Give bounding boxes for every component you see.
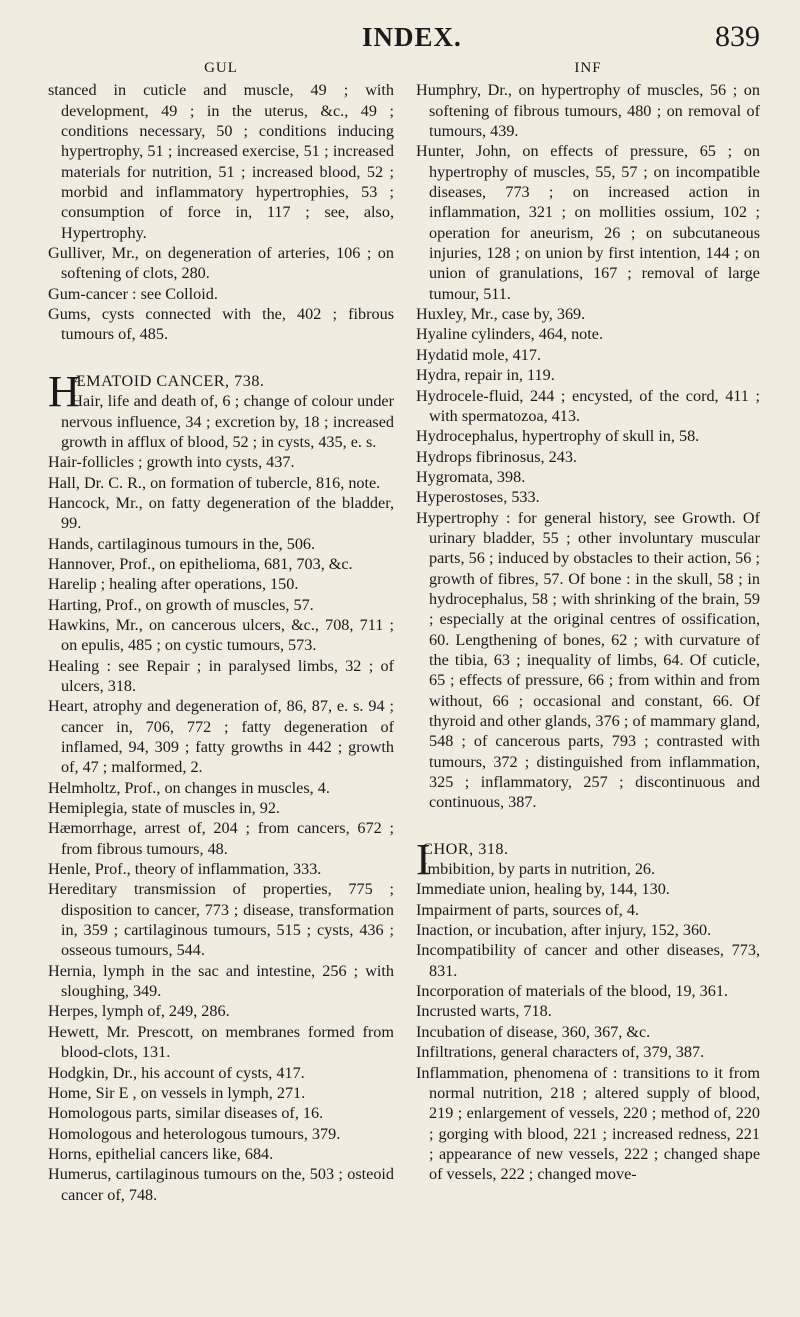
running-title: INDEX.	[362, 22, 462, 52]
index-entry: Harelip ; healing after operations, 150.	[48, 575, 299, 594]
index-entry: Humerus, cartilaginous tumours on the, 503 ; osteoid cancer of, 748.	[48, 1165, 394, 1204]
index-entry: Huxley, Mr., case by, 369.	[416, 305, 586, 324]
index-entry: Immediate union, healing by, 144, 130.	[416, 880, 670, 899]
index-entry: Hyaline cylinders, 464, note.	[416, 325, 604, 344]
index-entry: Hemiplegia, state of muscles in, 92.	[48, 799, 280, 818]
index-entry: Inaction, or incubation, after injury, 152, 360.	[416, 921, 712, 940]
index-entry: Hodgkin, Dr., his account of cysts, 417.	[48, 1063, 305, 1082]
index-entry: Homologous parts, similar diseases of, 16.	[48, 1104, 324, 1123]
index-entry: Hæmorrhage, arrest of, 204 ; from cancers, 672 ; from fibrous tumours, 48.	[48, 819, 394, 858]
index-entry: Infiltrations, general characters of, 379, 387.	[416, 1043, 705, 1062]
left-column	[48, 58, 394, 1205]
section-heading-h	[48, 366, 394, 416]
index-entry: Inflammation, phenomena of : transitions to it from normal nutrition, 218 ; altered supply of blood, 219 ; enlargement of vessels, 220 ; method of, 220 ; gorging with blood, 221 ; increased redness, 221 ; appearance of new vessels, 222 ; changed shape of vessels, 222 ; changed move-	[416, 1063, 760, 1184]
right-entries-after	[416, 859, 760, 1185]
index-entry: Hyperostoses, 533.	[416, 488, 540, 507]
index-entry: Hydrocele-fluid, 244 ; encysted, of the cord, 411 ; with spermatozoa, 413.	[416, 386, 760, 425]
index-entry: stanced in cuticle and muscle, 49 ; with development, 49 ; in the uterus, &c., 49 ; conditions necessary, 50 ; conditions inducing hypertrophy, 51 ; increased exercise, 51 ; increased materials for nutrition, 51 ; increased blood, 52 ; morbid and inflammatory hypertrophies, 53 ; consumption of force in, 117 ; see, also, Hypertrophy.	[48, 81, 394, 242]
index-entry: Gums, cysts connected with the, 402 ; fibrous tumours of, 485.	[48, 305, 394, 344]
index-entry: Horns, epithelial cancers like, 684.	[48, 1144, 274, 1163]
catchword-left: GUL	[204, 60, 238, 76]
catchword-right: INF	[574, 60, 602, 76]
section-initial-i: I	[416, 834, 432, 884]
index-entry: Humphry, Dr., on hypertrophy of muscles, 56 ; on softening of fibrous tumours, 480 ; on removal of tumours, 439.	[416, 81, 760, 141]
left-entries-after	[48, 391, 394, 1205]
index-entry: Hands, cartilaginous tumours in the, 506.	[48, 534, 316, 553]
index-entry: Hall, Dr. C. R., on formation of tubercle, 816, note.	[48, 473, 381, 492]
left-entries-before	[48, 80, 394, 344]
index-entry: Imbibition, by parts in nutrition, 26.	[422, 860, 656, 879]
index-entry: Hannover, Prof., on epithelioma, 681, 703, &c.	[48, 554, 353, 573]
page-number: 839	[715, 20, 760, 53]
index-entry: Hydra, repair in, 119.	[416, 366, 555, 385]
index-entry: Homologous and heterologous tumours, 379.	[48, 1124, 341, 1143]
running-head	[0, 20, 800, 60]
index-entry: Hypertrophy : for general history, see Growth. Of urinary bladder, 55 ; other involuntary muscular parts, 56 ; induced by obstacles to their action, 56 ; growth of fibres, 57. Of bone : in the skull, 58 ; in hydrocephalus, 58 ; with shrinking of the brain, 59 ; especially at the original centres of ossification, 60. Lengthening of bones, 62 ; with curvature of the tibia, 63 ; inequality of limbs, 64. Of cuticle, 65 ; effects of pressure, 66 ; from within and from without, 66 ; occasional and constant, 66. Of thyroid and other glands, 376 ; of mammary gland, 548 ; of cancerous parts, 793 ; contrasted with tumours, 372 ; distinguished from inflammation, 325 ; inflammatory, 257 ; discontinuous and continuous, 387.	[416, 508, 760, 812]
index-entry: Hernia, lymph in the sac and intestine, 256 ; with sloughing, 349.	[48, 961, 394, 1001]
index-entry: Hydrops fibrinosus, 243.	[416, 447, 577, 466]
index-entry: Gum-cancer : see Colloid.	[48, 284, 218, 303]
index-entry: Incrusted warts, 718.	[416, 1002, 552, 1021]
index-entry: Hair, life and death of, 6 ; change of colour under nervous influence, 34 ; excretion by, 18 ; increased growth in afflux of blood, 52 ; in cysts, 435, e. s.	[61, 392, 394, 451]
index-entry: Hydrocephalus, hypertrophy of skull in, 58.	[416, 427, 700, 446]
index-entry: Incubation of disease, 360, 367, &c.	[416, 1022, 651, 1041]
index-entry: Hydatid mole, 417.	[416, 345, 541, 364]
section-heading-text: ÆMATOID CANCER, 738.	[71, 371, 265, 390]
index-entry: Healing : see Repair ; in paralysed limbs, 32 ; of ulcers, 318.	[48, 656, 394, 695]
index-entry: Incorporation of materials of the blood, 19, 361.	[416, 982, 728, 1001]
index-entry: Hair-follicles ; growth into cysts, 437.	[48, 453, 295, 472]
index-entry: Hawkins, Mr., on cancerous ulcers, &c., 708, 711 ; on epulis, 485 ; on cystic tumours, 573.	[48, 615, 394, 655]
index-entry: Helmholtz, Prof., on changes in muscles, 4.	[48, 778, 330, 797]
index-entry: Gulliver, Mr., on degeneration of arteries, 106 ; on softening of clots, 280.	[48, 244, 394, 283]
right-column	[416, 58, 760, 1185]
right-entries-before	[416, 80, 760, 812]
index-entry: Hunter, John, on effects of pressure, 65 ; on hypertrophy of muscles, 55, 57 ; on incompatible diseases, 773 ; on increased action in inflammation, 321 ; on mollities ossium, 102 ; operation for aneurism, 26 ; on subcutaneous injuries, 128 ; on union by first intention, 144 ; on union of granulations, 167 ; removal of large tumour, 511.	[416, 142, 760, 303]
index-entry: Incompatibility of cancer and other diseases, 773, 831.	[416, 941, 760, 980]
index-entry: Home, Sir E , on vessels in lymph, 271.	[48, 1083, 306, 1102]
section-initial-h: H	[48, 366, 81, 416]
index-entry: Heart, atrophy and degeneration of, 86, 87, e. s. 94 ; cancer in, 706, 772 ; fatty degeneration of inflamed, 94, 309 ; fatty growths in 442 ; growth of, 47 ; malformed, 2.	[48, 697, 394, 777]
index-entry: Harting, Prof., on growth of muscles, 57.	[48, 595, 314, 614]
index-entry: Hereditary transmission of properties, 775 ; disposition to cancer, 773 ; disease, transformation in, 359 ; cartilaginous tumours, 515 ; cysts, 436 ; osseous tumours, 544.	[48, 880, 394, 960]
index-entry: Herpes, lymph of, 249, 286.	[48, 1002, 230, 1021]
index-entry: Hancock, Mr., on fatty degeneration of the bladder, 99.	[48, 493, 394, 533]
index-entry: Hewett, Mr. Prescott, on membranes formed from blood-clots, 131.	[48, 1022, 394, 1062]
section-heading-text: CHOR, 318.	[422, 839, 509, 858]
index-entry: Henle, Prof., theory of inflammation, 333.	[48, 860, 322, 879]
index-entry: Impairment of parts, sources of, 4.	[416, 900, 639, 919]
index-entry: Hygromata, 398.	[416, 467, 526, 486]
